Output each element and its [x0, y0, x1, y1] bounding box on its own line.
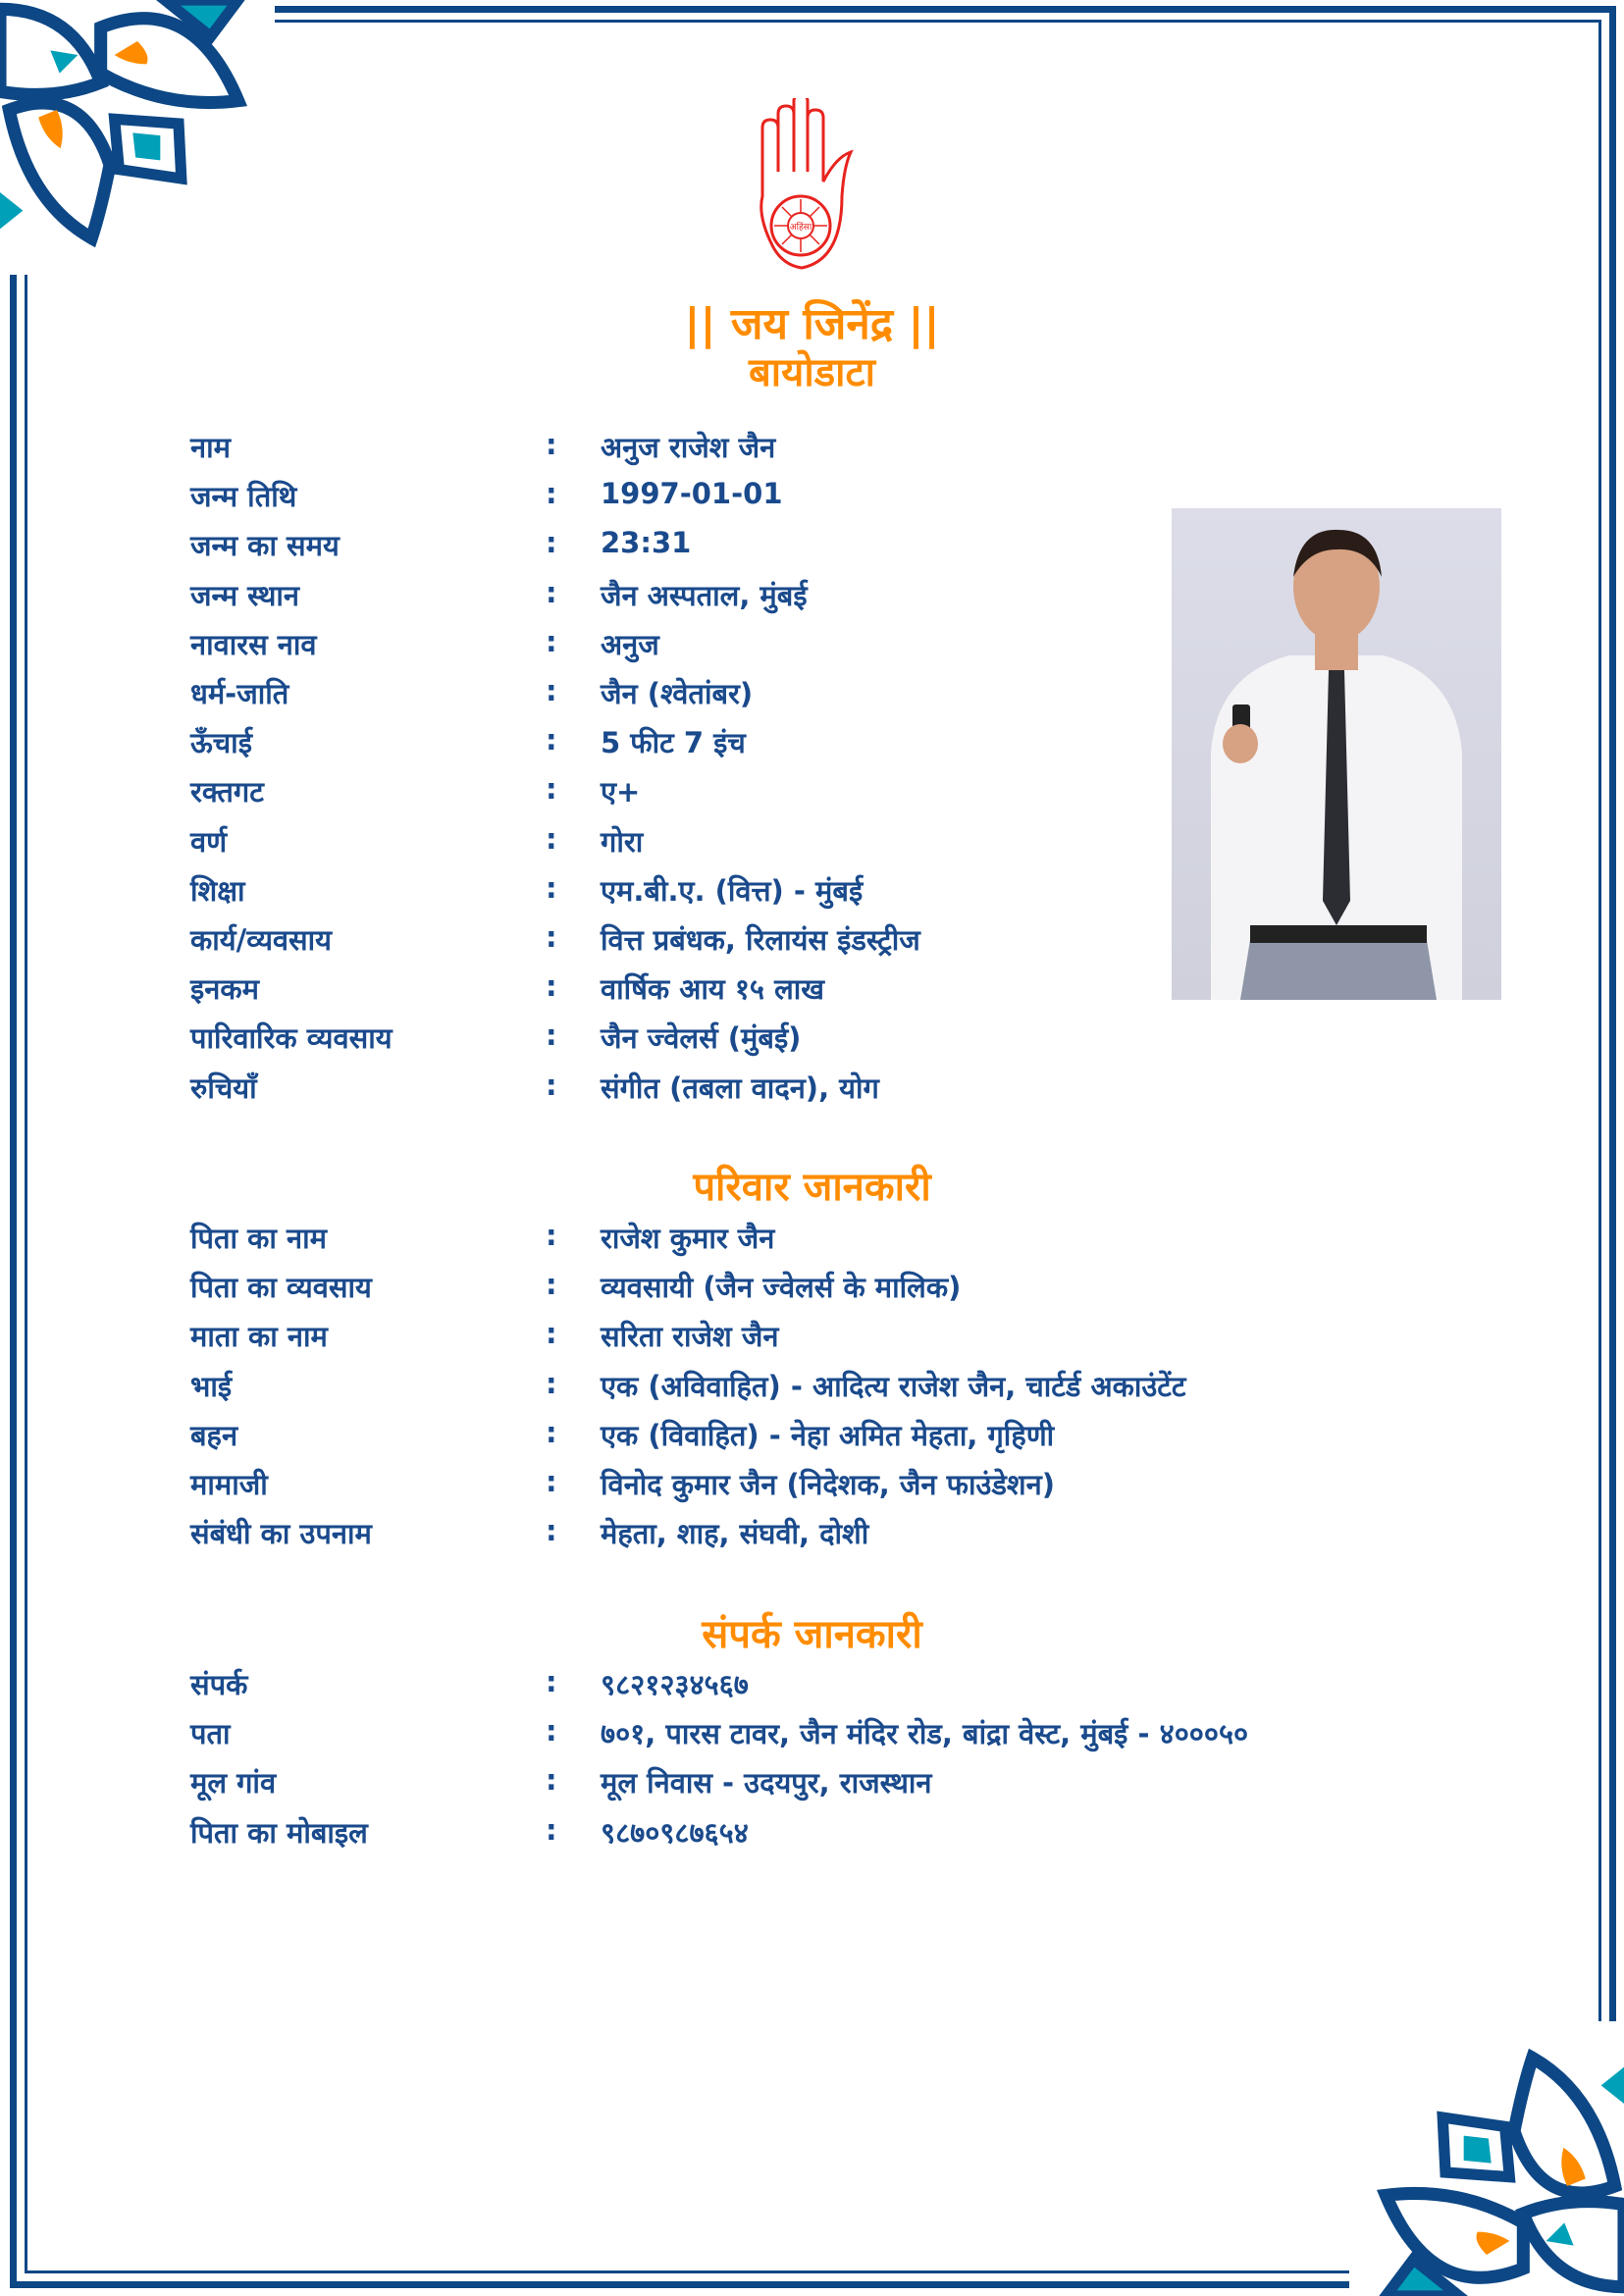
separator-colon: : — [546, 1812, 557, 1847]
profile-photo — [1172, 508, 1501, 1000]
field-value: गोरा — [601, 824, 644, 859]
separator-colon: : — [546, 477, 557, 511]
field-value: संगीत (तबला वादन), योग — [601, 1070, 879, 1105]
separator-colon: : — [546, 526, 557, 560]
field-value: ९८२१२३४५६७ — [601, 1668, 749, 1701]
jain-ahimsa-hand-logo — [758, 98, 865, 275]
greeting-heading: || जय जिनेंद्र || — [684, 299, 940, 349]
separator-colon: : — [546, 821, 557, 856]
field-value: राजेश कुमार जैन — [601, 1222, 775, 1255]
separator-colon: : — [546, 1068, 557, 1102]
field-label: संपर्क — [190, 1668, 248, 1701]
separator-colon: : — [546, 1366, 557, 1400]
field-value: 5 फीट 7 इंच — [601, 726, 746, 760]
field-label: पारिवारिक व्यवसाय — [190, 1021, 393, 1056]
field-label: रुचियाँ — [190, 1070, 257, 1105]
field-value: जैन अस्पताल, मुंबई — [601, 578, 808, 612]
separator-colon: : — [546, 1415, 557, 1449]
separator-colon: : — [546, 1268, 557, 1302]
field-label: मामाजी — [190, 1468, 268, 1501]
separator-colon: : — [546, 1018, 557, 1053]
field-label: जन्म का समय — [190, 529, 340, 563]
field-label: संबंधी का उपनाम — [190, 1517, 372, 1551]
separator-colon: : — [546, 575, 557, 609]
field-value: वार्षिक आय १५ लाख — [601, 972, 824, 1007]
field-value: जैन ज्वेलर्स (मुंबई) — [601, 1021, 802, 1056]
field-value: विनोद कुमार जैन (निदेशक, जैन फाउंडेशन) — [601, 1468, 1055, 1501]
field-label: वर्ण — [190, 824, 228, 859]
person-photo-illustration — [1172, 508, 1501, 1000]
field-value: ७०१, पारस टावर, जैन मंदिर रोड, बांद्रा वेस्ट, मुंबई - ४०००५० — [601, 1717, 1249, 1751]
field-label: नावारस नाव — [190, 627, 317, 661]
page-title: बायोडाटा — [748, 350, 876, 395]
field-value: 23:31 — [601, 526, 692, 560]
field-value: ९८७०९८७६५४ — [601, 1815, 749, 1850]
separator-colon: : — [546, 920, 557, 954]
field-value: एक (विवाहित) - नेहा अमित मेहता, गृहिणी — [601, 1418, 1055, 1452]
field-value: 1997-01-01 — [601, 477, 783, 511]
field-label: कार्य/व्यवसाय — [190, 923, 332, 957]
field-label: ऊँचाई — [190, 726, 252, 760]
field-label: मूल गांव — [190, 1766, 277, 1800]
field-value: वित्त प्रबंधक, रिलायंस इंडस्ट्रीज — [601, 923, 920, 957]
separator-colon: : — [546, 428, 557, 461]
separator-colon: : — [546, 1219, 557, 1252]
corner-ornament-bottom-right — [1349, 2021, 1624, 2296]
separator-colon: : — [546, 772, 557, 807]
field-label: पिता का मोबाइल — [190, 1815, 368, 1850]
separator-colon: : — [546, 1763, 557, 1798]
field-value: एम.बी.ए. (वित्त) - मुंबई — [601, 873, 864, 908]
field-label: पिता का व्यवसाय — [190, 1271, 372, 1305]
separator-colon: : — [546, 624, 557, 658]
field-label: इनकम — [190, 972, 259, 1007]
separator-colon: : — [546, 674, 557, 707]
corner-ornament-top-left — [0, 0, 275, 275]
field-label: जन्म तिथि — [190, 480, 297, 514]
field-value: सरिता राजेश जैन — [601, 1320, 779, 1354]
field-label: जन्म स्थान — [190, 578, 300, 612]
field-label: भाई — [190, 1369, 233, 1403]
field-label: शिक्षा — [190, 873, 245, 908]
field-value: अनुज राजेश जैन — [601, 431, 776, 464]
field-label: नाम — [190, 431, 231, 464]
field-label: पिता का नाम — [190, 1222, 327, 1255]
separator-colon: : — [546, 969, 557, 1004]
field-label: धर्म-जाति — [190, 677, 289, 710]
field-value: ए+ — [601, 775, 641, 809]
family-section-heading: परिवार जानकारी — [693, 1165, 931, 1210]
field-value: मूल निवास - उदयपुर, राजस्थान — [601, 1766, 932, 1800]
field-value: व्यवसायी (जैन ज्वेलर्स के मालिक) — [601, 1271, 962, 1305]
contact-section-heading: संपर्क जानकारी — [702, 1612, 922, 1657]
separator-colon: : — [546, 1465, 557, 1498]
field-label: रक्तगट — [190, 775, 264, 809]
separator-colon: : — [546, 870, 557, 905]
field-label: पता — [190, 1717, 231, 1751]
field-value: एक (अविवाहित) - आदित्य राजेश जैन, चार्टर्ड अकाउंटेंट — [601, 1369, 1186, 1403]
field-label: माता का नाम — [190, 1320, 328, 1354]
separator-colon: : — [546, 1665, 557, 1698]
field-label: बहन — [190, 1418, 238, 1452]
separator-colon: : — [546, 1317, 557, 1351]
logo-text: अहिंसा — [789, 223, 812, 233]
separator-colon: : — [546, 1714, 557, 1748]
separator-colon: : — [546, 723, 557, 757]
field-value: मेहता, शाह, संघवी, दोशी — [601, 1517, 869, 1551]
field-value: अनुज — [601, 627, 659, 661]
field-value: जैन (श्वेतांबर) — [601, 677, 754, 710]
separator-colon: : — [546, 1514, 557, 1548]
